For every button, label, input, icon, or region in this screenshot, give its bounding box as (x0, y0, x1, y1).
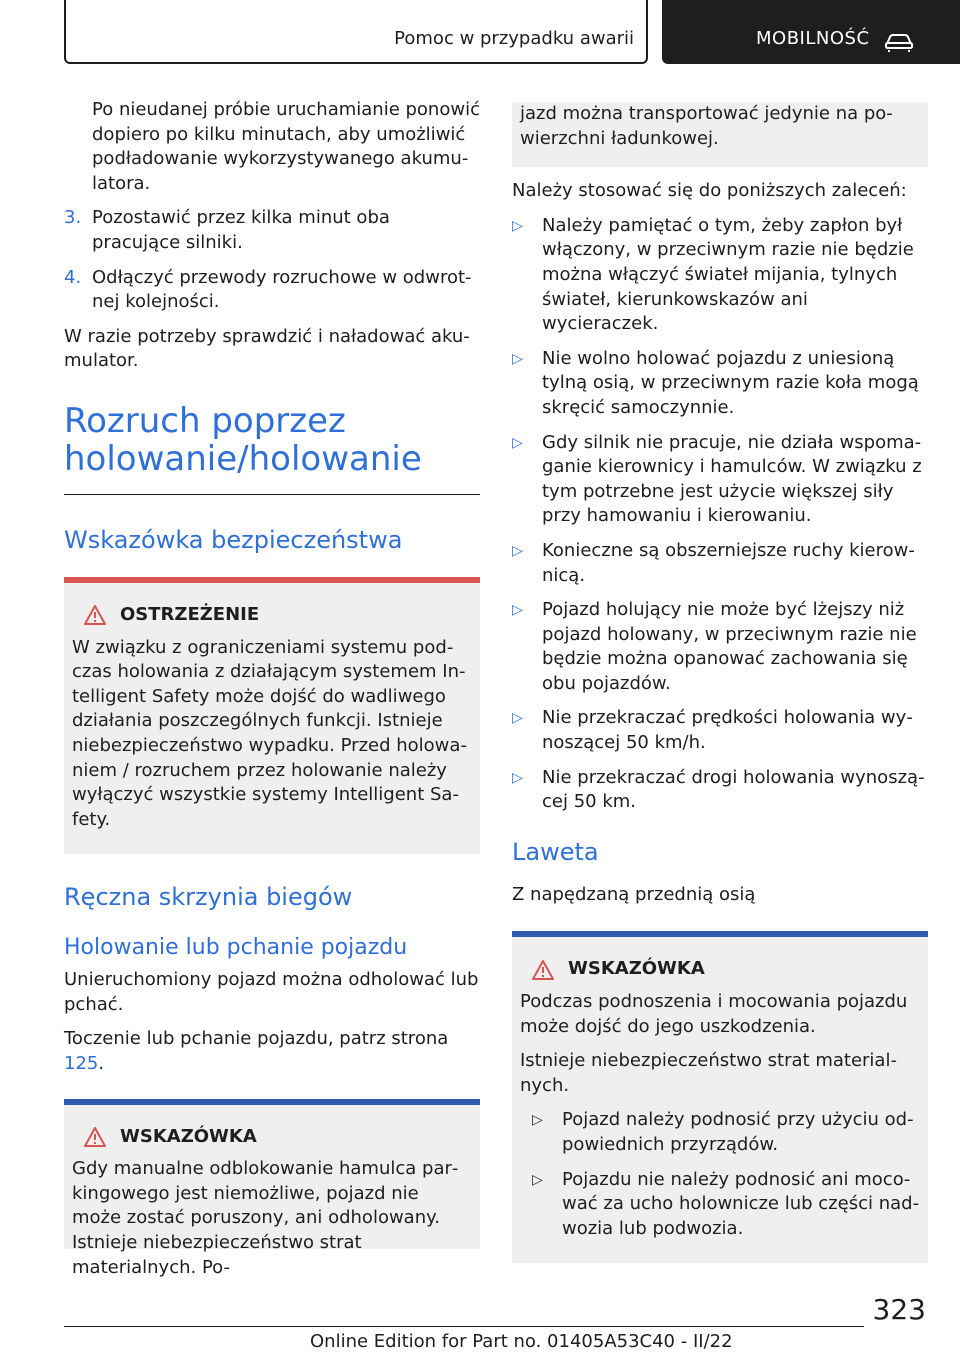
bullet-triangle-icon: ▷ (512, 217, 523, 234)
warning-title-row (72, 603, 472, 628)
list-item-text: Nie przekraczać drogi holowania wynoszącej 50 km. (542, 766, 925, 813)
list-item-text: Pojazd holujący nie może być lżejszy niż pojazd holowany, w przeciwnym razie nie będzie można opanować zachowania się obu pojazdów. (542, 599, 917, 694)
car-icon (884, 32, 914, 52)
list-item-text: Gdy silnik nie pracuje, nie działa wspomaganie kierownicy i hamulców. W związku z tym potrzebne jest użycie większej siły przy hamowaniu i kierowaniu. (542, 431, 922, 527)
section-heading: Rozruch poprzez holowanie/holowanie (64, 400, 422, 479)
subheading-laweta: Laweta (512, 837, 599, 866)
notice-title-row (520, 957, 920, 982)
header-chapter-title: MOBILNOŚĆ (756, 28, 870, 49)
bullet-triangle-icon: ▷ (512, 769, 523, 786)
notice-continued-text: jazd można transportować jedynie na powierzchni ładunkowej. (520, 103, 893, 149)
notice-list-item (520, 1108, 920, 1157)
notice-title: WSKAZÓWKA (568, 958, 705, 980)
bullet-triangle-icon: ▷ (512, 542, 523, 559)
header-section-title: Pomoc w przypadku awarii (394, 28, 634, 49)
paragraph-recommendations: Należy stosować się do poniższych zaleceń: (512, 180, 907, 202)
warning-icon (84, 605, 106, 625)
warning-box (64, 577, 480, 854)
bullet-triangle-icon: ▷ (512, 434, 523, 451)
warning-text: W związku z ograniczeniami systemu podczas holowania z działającym systemem Intelligent Safety może dojść do wadliwego działania poszczególnych funkcji. Istnieje niebezpieczeństwo wypadku. Przed holowaniem / rozruchem przez holowanie należy wyłączyć wszystkie systemy Intelligent Safety. (72, 636, 467, 830)
subheading-tow-push: Holowanie lub pchanie pojazdu (64, 935, 408, 961)
notice-paragraph: Istnieje niebezpieczeństwo strat materialnych. (520, 1050, 897, 1096)
list-item (512, 347, 928, 421)
notice-box-continued (512, 102, 928, 167)
step-number: 3. (64, 207, 82, 229)
paragraph-reference (64, 1027, 480, 1076)
left-column (64, 98, 480, 1277)
reference-end: . (98, 1053, 105, 1075)
list-item-text: Konieczne są obszerniejsze ruchy kierownicą. (542, 539, 915, 586)
warning-icon (84, 1127, 106, 1147)
right-column (512, 98, 928, 1291)
list-item (512, 598, 928, 696)
subheading-safety: Wskazówka bezpieczeństwa (64, 525, 403, 554)
list-item-text: Należy pamiętać o tym, żeby zapłon był włączony, w przeciwnym razie nie będzie można włączyć świateł mijania, tylnych świateł, kierunkowskazów ani wycieraczek. (542, 214, 914, 335)
footer-divider (64, 1326, 864, 1327)
notice-box-left (64, 1099, 480, 1278)
notice-text: Gdy manualne odblokowanie hamulca parkingowego jest niemożliwe, pojazd nie może zostać poruszony, ani odholowany. Istnieje niebezpieczeństwo strat materialnych. Po- (72, 1158, 459, 1278)
notice-title-row (72, 1125, 472, 1150)
step-text: Pozostawić przez kilka minut oba pracujące silniki. (92, 207, 390, 253)
list-item (512, 539, 928, 588)
notice-paragraph: Podczas podnoszenia i mocowania pojazdu może dojść do jego uszkodzenia. (520, 991, 908, 1037)
list-item-text: Nie wolno holować pojazdu z uniesioną tylną osią, w przeciwnym razie koła mogą skręcić samoczynnie. (542, 347, 919, 418)
paragraph-tow: Unieruchomiony pojazd można odholować lub pchać. (64, 969, 479, 1015)
page-reference-link[interactable]: 125 (64, 1053, 99, 1075)
bullet-triangle-icon: ▷ (512, 350, 523, 367)
notice-list-text: Pojazd należy podnosić przy użyciu odpowiednich przyrządów. (562, 1109, 914, 1155)
page-number: 323 (872, 1293, 926, 1326)
notice-list-item (520, 1168, 920, 1242)
subheading-front-axle: Z napędzaną przednią osią (512, 883, 756, 905)
paragraph-check-battery: W razie potrzeby sprawdzić i naładować akumulator. (64, 325, 470, 372)
step-item (64, 266, 480, 315)
warning-title: OSTRZEŻENIE (120, 603, 260, 625)
warning-icon (532, 960, 554, 980)
paragraph-continued: Po nieudanej próbie uruchamianie ponowić dopiero po kilku minutach, aby umożliwić podładowanie wykorzystywanego akumulatora. (92, 99, 480, 194)
step-number: 4. (64, 266, 82, 288)
header-chapter-tab (662, 0, 960, 64)
list-item (512, 766, 928, 815)
step-text: Odłączyć przewody rozruchowe w odwrotnej kolejności. (92, 266, 472, 313)
notice-box-right (512, 931, 928, 1263)
list-item (512, 431, 928, 529)
bullet-triangle-icon: ▷ (532, 1171, 543, 1188)
list-item (512, 706, 928, 755)
reference-text: Toczenie lub pchanie pojazdu, patrz strona (64, 1028, 449, 1050)
bullet-triangle-icon: ▷ (512, 602, 523, 619)
bullet-triangle-icon: ▷ (512, 710, 523, 727)
notice-list-text: Pojazdu nie należy podnosić ani mocować za ucho holownicze lub części nadwozia lub podwozia. (562, 1168, 920, 1239)
subheading-manual-gearbox: Ręczna skrzynia biegów (64, 883, 353, 912)
heading-divider (64, 494, 480, 495)
footer-edition: Online Edition for Part no. 01405A53C40 - II/22 (310, 1331, 733, 1352)
list-item (512, 214, 928, 337)
step-item (64, 206, 480, 255)
notice-title: WSKAZÓWKA (120, 1125, 257, 1147)
list-item-text: Nie przekraczać prędkości holowania wynoszącej 50 km/h. (542, 707, 913, 754)
bullet-triangle-icon: ▷ (532, 1112, 543, 1129)
header-section-tab (64, 0, 648, 64)
